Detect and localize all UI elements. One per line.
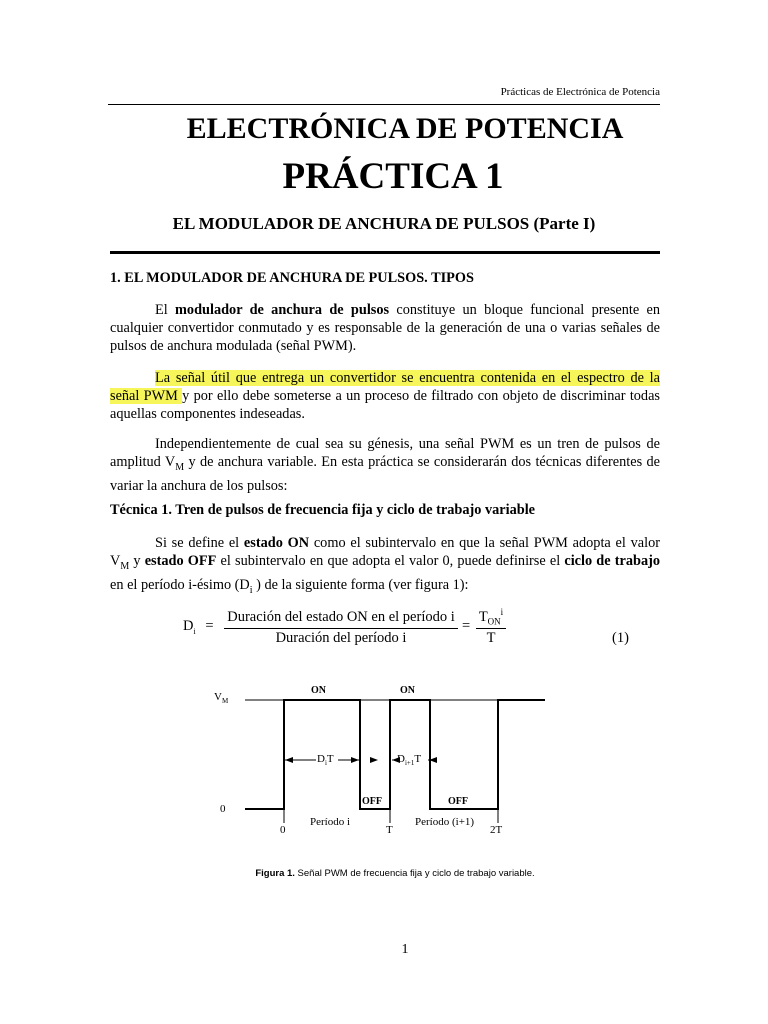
- paragraph-4: [110, 534, 660, 600]
- pwm-figure: [200, 675, 580, 850]
- off-label-2: OFF: [448, 796, 468, 807]
- p4-sub: M: [120, 560, 130, 572]
- p2-highlighted-text: La señal útil que entrega un convertidor se encuentra contenida en el espectro de la señal PWM: [110, 370, 660, 404]
- p1-bold-term: modulador de anchura de pulsos: [175, 302, 390, 318]
- di1-sub: i+1: [404, 759, 415, 768]
- eq-ton-sub: ON: [487, 616, 501, 627]
- equation-equals-2: =: [462, 618, 471, 634]
- arrowhead-right-2: [370, 757, 378, 763]
- vm-sub: M: [221, 697, 229, 706]
- p3-text-a: Independientemente de cual sea su génesis, una señal PWM es un tren de pulsos de amplitud V: [110, 436, 660, 470]
- paragraph-2: [110, 369, 660, 423]
- p1-text-c: constituye un bloque funcional presente en cualquier convertidor conmutado y es responsable de la generación de una o varias señales de pulsos de anchura modulada (señal PWM).: [110, 302, 660, 354]
- header-rule: [108, 104, 660, 105]
- p4-bold-on: estado ON: [243, 535, 310, 551]
- equation-fraction-bar: [224, 628, 458, 629]
- p4-text-i: ) de la siguiente forma (ver figura 1):: [252, 576, 469, 593]
- eq-lhs-symbol: D: [183, 618, 194, 634]
- p4-text-h: en el período i-ésimo (D: [110, 576, 250, 593]
- equation-lhs: [183, 618, 214, 636]
- period-i-label: Período i: [310, 816, 351, 828]
- di-t-label: [317, 753, 334, 767]
- practice-subtitle: EL MODULADOR DE ANCHURA DE PULSOS (Parte I): [172, 214, 596, 233]
- zero-level-label: 0: [220, 803, 226, 815]
- paragraph-3: [110, 435, 660, 495]
- p1-text-a: El: [155, 302, 176, 318]
- arrowhead-right-1: [351, 757, 359, 763]
- equation-denominator: Duración del período i: [275, 630, 407, 646]
- vm-label: [214, 691, 228, 705]
- equation-fraction-bar-2: [476, 628, 506, 629]
- di1-tail: T: [414, 753, 422, 765]
- vm-symbol: V: [214, 691, 222, 703]
- on-label-2: ON: [400, 685, 415, 696]
- equation-numerator: Duración del estado ON en el período i: [227, 609, 455, 625]
- pwm-signal-line: [245, 700, 545, 809]
- di-sub: i: [324, 759, 327, 768]
- document-title: ELECTRÓNICA DE POTENCIA: [186, 112, 624, 145]
- di1-t-label: [397, 753, 421, 767]
- equation-numerator-2: [476, 607, 506, 627]
- di1-symbol: D: [397, 753, 405, 765]
- arrowhead-left-1: [285, 757, 293, 763]
- di-tail: T: [326, 753, 334, 765]
- pwm-waveform-diagram: [200, 675, 580, 845]
- paragraph-1: [110, 301, 660, 355]
- off-label-1: OFF: [362, 796, 382, 807]
- p4-text-f: el subintervalo en que adopta el valor 0, puede definirse el: [216, 553, 565, 569]
- caption-text: Señal PWM de frecuencia fija y ciclo de trabajo variable.: [294, 868, 535, 879]
- eq-equals-1: =: [205, 618, 214, 634]
- tick-label-T: T: [386, 824, 393, 836]
- section-heading: 1. EL MODULADOR DE ANCHURA DE PULSOS. TIPOS: [110, 270, 474, 286]
- eq-lhs-sub: i: [193, 626, 196, 636]
- period-i1-label: Período (i+1): [415, 816, 475, 828]
- practice-title: PRÁCTICA 1: [282, 156, 504, 197]
- p4-text-d: y: [129, 553, 145, 569]
- p2-text-rest: y por ello debe someterse a un proceso de filtrado con objeto de discriminar todas aquellas componentes indeseadas.: [110, 388, 660, 422]
- equation-number: (1): [612, 630, 629, 646]
- page-number: 1: [401, 942, 409, 957]
- eq-ton-symbol: T: [478, 608, 488, 625]
- di-symbol: D: [317, 753, 325, 765]
- tick-label-0: 0: [280, 824, 286, 836]
- on-label-1: ON: [311, 685, 326, 696]
- p4-bold-duty: ciclo de trabajo: [564, 553, 660, 569]
- equation-denominator-2: T: [486, 630, 496, 646]
- p4-text-c: como el subintervalo en que la señal PWM adopta el valor V: [110, 535, 660, 569]
- running-header: Prácticas de Electrónica de Potencia: [500, 86, 660, 98]
- title-rule: [110, 251, 660, 254]
- p4-sub2: i: [249, 584, 253, 596]
- figure-caption: [0, 868, 768, 879]
- tick-label-2T: 2T: [490, 824, 503, 836]
- eq-ton-sup: i: [500, 607, 504, 617]
- p3-sub: M: [175, 461, 185, 473]
- technique-heading: Técnica 1. Tren de pulsos de frecuencia fija y ciclo de trabajo variable: [110, 502, 536, 518]
- caption-label: Figura 1.: [255, 868, 295, 879]
- p3-text-b: y de anchura variable. En esta práctica se considerarán dos técnicas diferentes de variar la anchura de los pulsos:: [110, 454, 661, 494]
- p4-bold-off: estado OFF: [144, 553, 217, 569]
- p4-text-a: Si se define el: [155, 535, 244, 551]
